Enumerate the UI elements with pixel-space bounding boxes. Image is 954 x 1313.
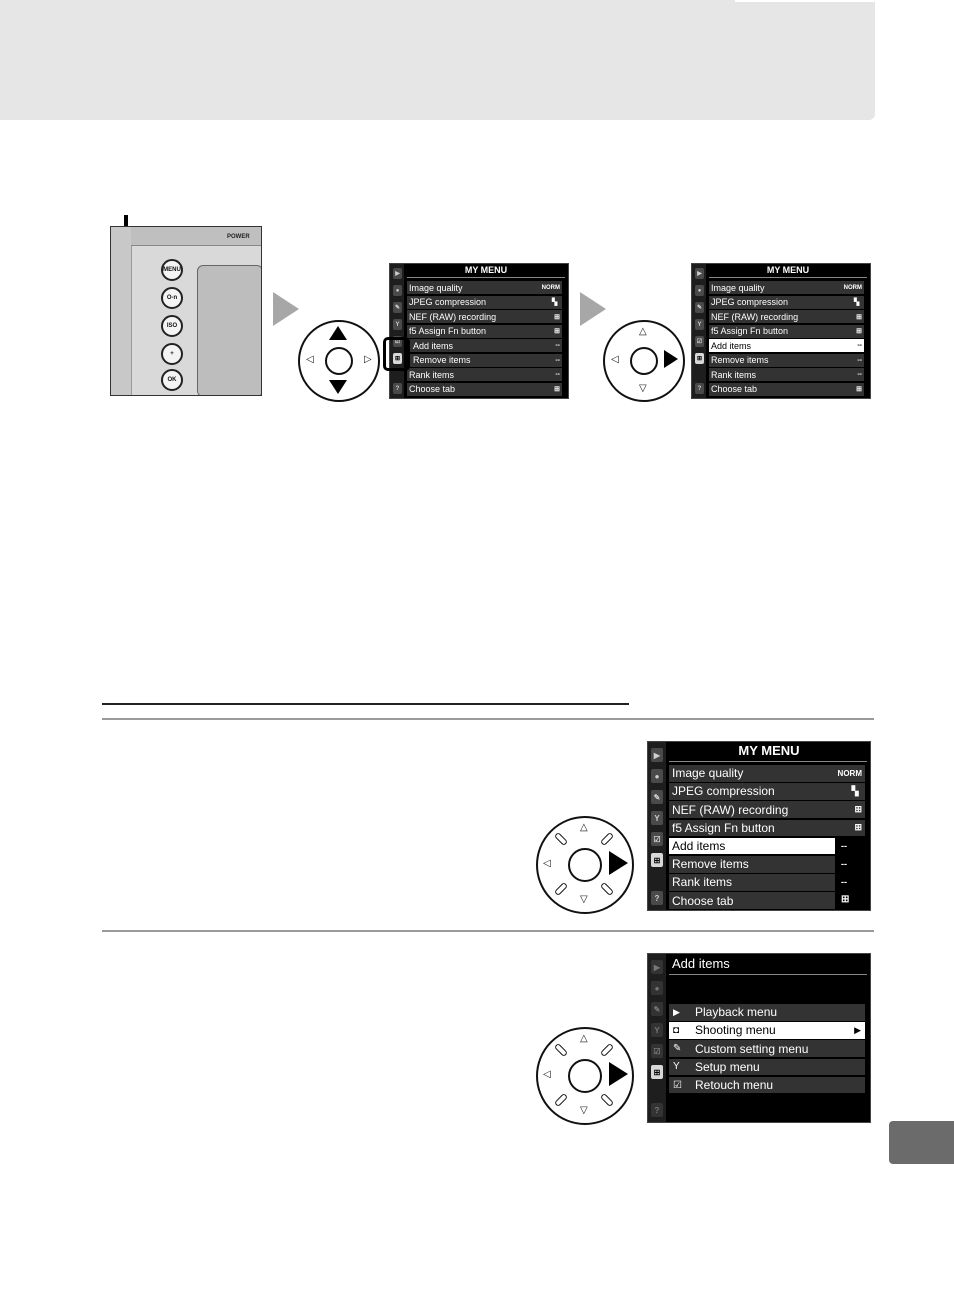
row-label: Image quality xyxy=(672,766,744,781)
selector-notch xyxy=(600,1043,614,1057)
tab-help[interactable]: ? xyxy=(651,1103,663,1117)
selector-notch xyxy=(554,882,568,896)
menu-row-jpeg-compression[interactable] xyxy=(669,783,865,800)
flow-arrow-icon xyxy=(273,292,299,326)
row-value: -- xyxy=(841,841,847,851)
row-label: Retouch menu xyxy=(695,1078,774,1093)
menu-row-assign-fn-button[interactable] xyxy=(407,325,562,338)
selector-center xyxy=(325,347,353,375)
row-label: Remove items xyxy=(711,355,769,365)
tab-custom[interactable]: ✎ xyxy=(393,302,402,313)
up-mark-icon: △ xyxy=(580,1033,588,1044)
screen-title: MY MENU xyxy=(464,265,508,275)
menu-row-assign-fn-button[interactable] xyxy=(709,325,864,338)
submenu-arrow-icon: ▶ xyxy=(854,1024,861,1035)
row-value: NORM xyxy=(843,284,862,291)
tab-custom[interactable]: ✎ xyxy=(651,1002,663,1016)
multi-selector-right[interactable] xyxy=(536,1027,634,1125)
tab-column xyxy=(648,742,666,910)
up-arrow-icon xyxy=(329,326,347,340)
tab-help[interactable]: ? xyxy=(651,891,663,905)
my-menu-screen-2 xyxy=(691,263,871,399)
menu-row-nef-raw-recording[interactable] xyxy=(669,801,865,818)
row-label: Rank items xyxy=(711,369,757,380)
tab-custom[interactable]: ✎ xyxy=(695,302,704,313)
left-mark-icon: ◁ xyxy=(611,354,619,365)
row-label: Custom setting menu xyxy=(695,1041,809,1056)
tab-retouch[interactable]: ☑ xyxy=(651,832,663,846)
screen-title: Add items xyxy=(672,956,730,971)
tab-playback[interactable]: ▶ xyxy=(651,960,663,974)
row-label: JPEG compression xyxy=(672,784,775,799)
ok-button[interactable]: OK xyxy=(161,369,183,391)
row-value: ▝▖ xyxy=(848,785,862,796)
menu-row-image-quality[interactable] xyxy=(407,281,562,294)
menu-row-remove-items[interactable] xyxy=(407,354,562,367)
down-mark-icon: ▽ xyxy=(639,383,647,394)
my-menu-screen-3 xyxy=(647,741,871,911)
menu-row-remove-items[interactable] xyxy=(709,354,864,367)
selector-notch xyxy=(554,832,568,846)
menu-row-rank-items[interactable] xyxy=(709,368,864,381)
row-label: Shooting menu xyxy=(695,1023,776,1038)
row-label: Rank items xyxy=(409,369,455,380)
power-label: POWER xyxy=(227,234,250,240)
row-label: Image quality xyxy=(409,282,463,293)
right-mark-icon: ▷ xyxy=(364,354,372,365)
tab-setup[interactable]: Y xyxy=(651,811,663,825)
row-label: NEF (RAW) recording xyxy=(711,311,799,322)
tab-setup[interactable]: Y xyxy=(651,1023,663,1037)
row-label: Choose tab xyxy=(711,384,758,394)
row-value: ⊞ xyxy=(841,894,850,905)
title-underline xyxy=(669,761,867,762)
tab-retouch[interactable]: ☑ xyxy=(651,1044,663,1058)
row-value: ⊞ xyxy=(856,328,862,335)
tab-column xyxy=(648,954,666,1122)
camera-lcd xyxy=(197,265,262,396)
header-band xyxy=(0,0,875,120)
tab-setup[interactable]: Y xyxy=(393,319,402,330)
tab-my-menu[interactable]: ⊞ xyxy=(651,853,663,867)
tab-shooting[interactable]: ● xyxy=(651,769,663,783)
down-mark-icon: ▽ xyxy=(580,1105,588,1116)
row-label: JPEG compression xyxy=(711,297,789,307)
right-arrow-icon xyxy=(609,851,628,875)
menu-row-rank-items[interactable] xyxy=(669,874,835,891)
menu-row-nef-raw-recording[interactable] xyxy=(407,310,562,323)
screen-title: MY MENU xyxy=(766,265,810,275)
selector-notch xyxy=(600,832,614,846)
menu-row-retouch-menu[interactable] xyxy=(669,1077,865,1094)
row-value: -- xyxy=(841,877,847,887)
title-underline xyxy=(709,277,867,278)
row-value: ⊞ xyxy=(554,386,560,393)
row-value: -- xyxy=(857,371,862,378)
menu-row-shooting-menu-selected[interactable] xyxy=(669,1022,865,1039)
right-arrow-icon xyxy=(609,1062,628,1086)
section-rule xyxy=(102,703,629,705)
title-underline xyxy=(669,974,867,975)
row-label: Remove items xyxy=(413,355,471,365)
multi-selector-up-down[interactable] xyxy=(298,320,380,402)
selector-notch xyxy=(554,1043,568,1057)
menu-row-choose-tab[interactable] xyxy=(709,383,864,396)
camera-grip-edge xyxy=(111,227,132,395)
add-items-screen xyxy=(647,953,871,1123)
tab-help[interactable]: ? xyxy=(695,383,704,394)
screen-title: MY MENU xyxy=(738,743,800,758)
row-value: -- xyxy=(555,356,560,364)
tab-shooting[interactable]: ● xyxy=(393,285,402,296)
header-notch xyxy=(735,0,875,2)
tab-my-menu[interactable]: ⊞ xyxy=(695,353,704,364)
left-mark-icon: ◁ xyxy=(543,1069,551,1080)
selector-center xyxy=(630,347,658,375)
down-mark-icon: ▽ xyxy=(580,894,588,905)
menu-row-remove-items[interactable] xyxy=(669,856,835,873)
menu-row-setup-menu[interactable] xyxy=(669,1059,865,1076)
selector-notch xyxy=(600,882,614,896)
row-value: ⊞ xyxy=(856,386,862,393)
title-underline xyxy=(407,277,565,278)
menu-row-custom-setting-menu[interactable] xyxy=(669,1040,865,1057)
flow-arrow-icon xyxy=(580,292,606,326)
row-label: f5 Assign Fn button xyxy=(409,326,487,336)
row-label: Rank items xyxy=(672,875,733,890)
row-label: Playback menu xyxy=(695,1005,778,1020)
row-value: ⊞ xyxy=(554,328,560,335)
menu-button[interactable]: MENU xyxy=(161,259,183,281)
tab-highlight-frame xyxy=(383,337,410,371)
tab-playback[interactable]: ▶ xyxy=(393,268,402,279)
camera-top-plate xyxy=(131,227,261,246)
tab-help[interactable]: ? xyxy=(393,383,402,394)
left-mark-icon: ◁ xyxy=(306,354,314,365)
row-value: -- xyxy=(555,342,560,349)
row-value: -- xyxy=(857,356,862,364)
row-label: Add items xyxy=(672,839,726,854)
selector-center xyxy=(568,848,602,882)
tab-my-menu[interactable]: ⊞ xyxy=(651,1065,663,1079)
row-value: ⊞ xyxy=(854,804,862,815)
menu-row-jpeg-compression[interactable] xyxy=(709,296,864,309)
wrench-icon: Y xyxy=(673,1061,680,1073)
menu-row-add-items-selected[interactable] xyxy=(669,838,835,855)
pencil-icon: ✎ xyxy=(673,1043,682,1055)
retouch-icon: ☑ xyxy=(673,1079,682,1091)
up-mark-icon: △ xyxy=(580,822,588,833)
row-value: NORM xyxy=(837,768,862,778)
row-label: Setup menu xyxy=(695,1059,760,1074)
menu-row-add-items[interactable] xyxy=(407,339,562,352)
tab-column xyxy=(692,264,706,398)
row-label: Add items xyxy=(711,340,752,351)
row-label: f5 Assign Fn button xyxy=(711,326,789,336)
row-label: Remove items xyxy=(672,857,749,872)
row-value: ⊞ xyxy=(854,822,862,833)
menu-row-assign-fn-button[interactable] xyxy=(669,820,865,837)
multi-selector-right[interactable] xyxy=(603,320,685,402)
right-arrow-icon xyxy=(664,350,678,368)
row-value: -- xyxy=(555,371,560,378)
tab-shooting[interactable]: ● xyxy=(695,285,704,296)
row-label: Choose tab xyxy=(672,893,734,908)
menu-row-nef-raw-recording[interactable] xyxy=(709,310,864,323)
menu-row-choose-tab[interactable] xyxy=(669,892,835,909)
row-label: Add items xyxy=(413,340,454,351)
protect-button[interactable]: O-n xyxy=(161,287,183,309)
camera-back-illustration xyxy=(110,226,262,396)
up-mark-icon: △ xyxy=(639,326,647,337)
row-label: Image quality xyxy=(711,282,765,293)
tab-setup[interactable]: Y xyxy=(695,319,704,330)
row-value: -- xyxy=(841,859,847,869)
left-mark-icon: ◁ xyxy=(543,858,551,869)
row-value: NORM xyxy=(541,284,560,291)
tab-column xyxy=(390,264,404,398)
multi-selector-right[interactable] xyxy=(536,816,634,914)
menu-row-add-items-selected[interactable] xyxy=(709,339,864,352)
iso-button[interactable]: ISO xyxy=(161,315,183,337)
tab-my-menu[interactable]: ⊞ xyxy=(393,353,402,364)
tab-retouch[interactable]: ☑ xyxy=(393,336,402,347)
step-divider xyxy=(102,718,874,720)
tab-playback[interactable]: ▶ xyxy=(695,268,704,279)
menu-row-image-quality[interactable] xyxy=(669,765,865,782)
chapter-thumb-tab xyxy=(889,1121,954,1164)
row-value: ▝▖ xyxy=(851,299,862,306)
camera-icon: ◘ xyxy=(673,1024,680,1036)
step-divider xyxy=(102,930,874,932)
row-label: Choose tab xyxy=(409,384,456,394)
menu-row-jpeg-compression[interactable] xyxy=(407,296,562,309)
row-label: NEF (RAW) recording xyxy=(672,802,789,817)
row-value: ⊞ xyxy=(856,313,862,321)
menu-row-image-quality[interactable] xyxy=(709,281,864,294)
row-label: JPEG compression xyxy=(409,297,487,307)
my-menu-screen-1 xyxy=(389,263,569,399)
row-value: -- xyxy=(857,342,862,349)
tab-custom[interactable]: ✎ xyxy=(651,790,663,804)
selector-notch xyxy=(554,1093,568,1107)
row-label: f5 Assign Fn button xyxy=(672,820,775,835)
menu-row-playback-menu[interactable] xyxy=(669,1004,865,1021)
tab-retouch[interactable]: ☑ xyxy=(695,336,704,347)
zoom-in-button[interactable]: + xyxy=(161,343,183,365)
row-value: ⊞ xyxy=(554,313,560,321)
selector-notch xyxy=(600,1093,614,1107)
down-arrow-icon xyxy=(329,380,347,394)
row-value: ▝▖ xyxy=(549,299,560,306)
playback-icon: ▶ xyxy=(673,1006,680,1017)
row-label: NEF (RAW) recording xyxy=(409,311,497,322)
menu-row-choose-tab[interactable] xyxy=(407,383,562,396)
selector-center xyxy=(568,1059,602,1093)
tab-playback[interactable]: ▶ xyxy=(651,748,663,762)
menu-row-rank-items[interactable] xyxy=(407,368,562,381)
tab-shooting[interactable]: ● xyxy=(651,981,663,995)
